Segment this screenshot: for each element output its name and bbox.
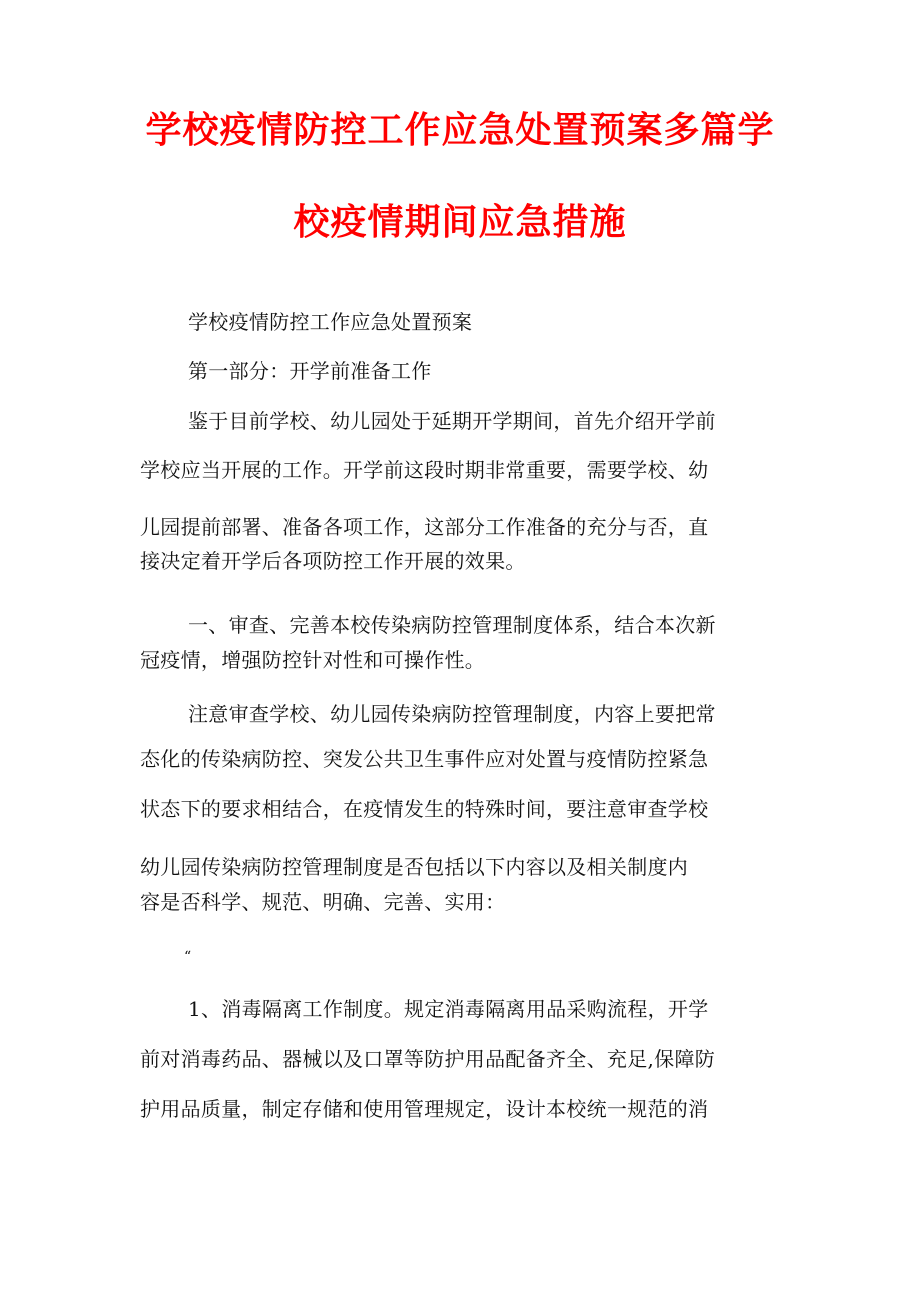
paragraph-line: 前对消毒药品、器械以及口罩等防护用品配备齐全、充足,保障防: [140, 1047, 716, 1071]
paragraph-line: 护用品质量，制定存储和使用管理规定，设计本校统一规范的消: [140, 1097, 709, 1121]
paragraph-line: 冠疫情，增强防控针对性和可操作性。: [140, 648, 486, 672]
paragraph-line: 幼儿园传染病防控管理制度是否包括以下内容以及相关制度内: [140, 855, 689, 879]
paragraph-line: 儿园提前部署、准备各项工作，这部分工作准备的充分与否，直: [140, 515, 709, 539]
paragraph-line: 态化的传染病防控、突发公共卫生事件应对处置与疫情防控紧急: [140, 747, 709, 771]
paragraph-line: 接决定着开学后各项防控工作开展的效果。: [140, 549, 526, 573]
paragraph-line: 鉴于目前学校、幼儿园处于延期开学期间，首先介绍开学前: [188, 409, 716, 433]
document-title-line-1: 学校疫情防控工作应急处置预案多篇学: [145, 110, 775, 151]
paragraph-line: 1、消毒隔离工作制度。规定消毒隔离用品采购流程，开学: [188, 997, 709, 1021]
paragraph-line: 一、审查、完善本校传染病防控管理制度体系，结合本次新: [188, 613, 716, 637]
paragraph-line: 第一部分：开学前准备工作: [188, 359, 432, 383]
paragraph-line: 学校应当开展的工作。开学前这段时期非常重要，需要学校、幼: [140, 458, 709, 482]
paragraph-line: 容是否科学、规范、明确、完善、实用：: [140, 890, 506, 914]
paragraph-line: 学校疫情防控工作应急处置预案: [188, 310, 473, 334]
document-title-line-2: 校疫情期间应急措施: [293, 202, 627, 243]
quote-mark: “: [184, 949, 192, 965]
paragraph-line: 状态下的要求相结合，在疫情发生的特殊时间，要注意审查学校: [140, 797, 709, 821]
paragraph-line: 注意审查学校、幼儿园传染病防控管理制度，内容上要把常: [188, 702, 716, 726]
